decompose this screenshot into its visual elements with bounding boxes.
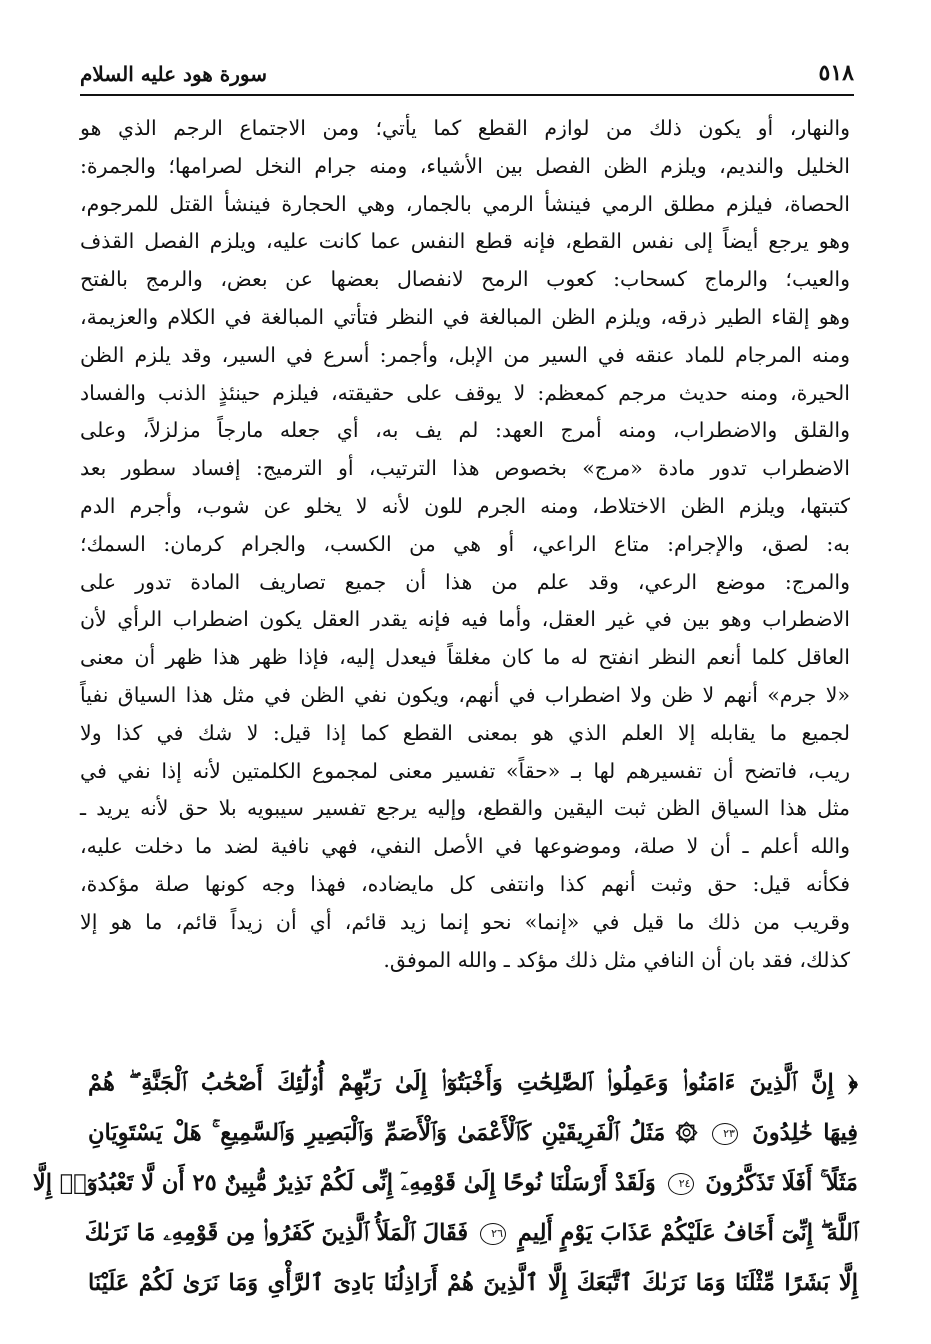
commentary-line: فكأنه قيل: حق وثبت أنهم كذا وانتفى كل مايضاده، فهذا وجه كونها صلة مؤكدة،	[80, 871, 850, 896]
verse-text: ﴿ إِنَّ ٱلَّذِينَ ءَامَنُوا۟ وَعَمِلُوا۟ ٱلصَّٰلِحَٰتِ وَأَخْبَتُوٓا۟ إِلَىٰ رَبِّهِمْ أُو۟لَٰٓئِكَ أَصْحَٰبُ ٱلْجَنَّةِ ۖ هُمْ	[88, 1070, 858, 1096]
commentary-line: الحصاة، فيلزم مطلق الرمي فينشأ الرمي بالجمار، وهي الحجارة فينشأ القتل للمرجوم،	[80, 191, 850, 216]
quran-line	[88, 1108, 858, 1158]
commentary-line: والنهار، أو يكون ذلك من لوازم القطع كما يأتي؛ ومن الاجتماع الرجم الذي هو	[80, 116, 850, 140]
ayah-number-marker: ٢٣	[712, 1123, 738, 1145]
commentary-line: ومنه المرجام للماد عنقه في السير من الإبل، وأجمر: أسرع في السير، وقد يلزم الظن	[80, 342, 850, 367]
surah-title: سورة هود عليه السلام	[80, 62, 268, 86]
commentary-line: والمرج: موضع الرعي، وقد علم من هذا أن جميع تصاريف المادة تدور على	[80, 569, 850, 594]
quran-verses	[32, 1058, 858, 1308]
verse-text: ٱللَّهَ ۖ إِنِّىٓ أَخَافُ عَلَيْكُمْ عَذَابَ يَوْمٍ أَلِيمٍ	[517, 1220, 858, 1246]
commentary-line: الاضطراب وهو بين في غير العقل، وأما فيه فإنه يقدر العقل يكون اضطراب الرأي لأن	[80, 607, 850, 632]
ayah-number-marker: ٢٦	[480, 1223, 506, 1245]
verse-text: ۞ مَثَلُ ٱلْفَرِيقَيْنِ كَٱلْأَعْمَىٰ وَٱلْأَصَمِّ وَٱلْبَصِيرِ وَٱلسَّمِيعِ ۚ هَلْ يَسْتَوِيَانِ	[88, 1120, 698, 1146]
ayah-number-marker: ٢٤	[668, 1173, 694, 1195]
commentary-line: وهو يرجع أيضاً إلى نفس القطع، فإنه قطع النفس عما كانت عليه، ويلزم الفصل القذف	[80, 229, 850, 254]
commentary-line: كتبتها، ويلزم الظن الاختلاط، ومنه الجرم للون لأنه لا يخلو عن شوب، وأجرم الدم	[80, 493, 850, 518]
commentary-line: لجميع ما يقابله إلا العلم الذي هو بمعنى القطع كما إذا قيل: لا شك في كذا ولا	[80, 720, 850, 745]
verse-text: مَثَلًا ۚ أَفَلَا تَذَكَّرُونَ	[705, 1170, 858, 1196]
verse-text: فَقَالَ ٱلْمَلَأُ ٱلَّذِينَ كَفَرُوا۟ مِن قَوْمِهِۦ مَا نَرَىٰكَ	[84, 1220, 469, 1246]
quran-line	[32, 1158, 858, 1208]
commentary-line: الحيرة، ومنه حديث مرجم كمعظم: لا يوقف على حقيقته، فيلزم حينئذٍ الذنب والفساد	[80, 380, 850, 405]
commentary-line: كذلك، فقد بان أن النافي مثل ذلك مؤكد ـ والله الموفق.	[383, 947, 850, 972]
verse-text: وَلَقَدْ أَرْسَلْنَا نُوحًا إِلَىٰ قَوْمِهِۦٓ إِنِّى لَكُمْ نَذِيرٌ مُّبِينٌ ٢٥ أَن لَّا تَعْبُدُوٓا۟ إِلَّا	[32, 1170, 656, 1196]
commentary-text	[80, 110, 850, 979]
quran-line	[88, 1258, 858, 1308]
commentary-line: العاقل كلما أنعم النظر انفتح له ما كان مغلقاً فيعدل إليه، فإذا ظهر هذا ظهر أن معنى	[80, 645, 850, 670]
quran-line	[84, 1208, 858, 1258]
page-number: ٥١٨	[818, 60, 854, 86]
verse-text: فِيهَا خَٰلِدُونَ	[752, 1120, 858, 1146]
commentary-line: الخليل والنديم، ويلزم الظن الفصل بين الأشياء، ومنه جرام النخل لصرامها؛ والجمرة:	[80, 153, 850, 178]
quran-line	[88, 1058, 858, 1108]
header-divider	[80, 94, 854, 96]
commentary-line: والله أعلم ـ أن لا صلة، وموضوعها في الأصل النفي، فهي نافية لضد ما دخلت عليه،	[80, 834, 850, 859]
verse-text: إِلَّا بَشَرًا مِّثْلَنَا وَمَا نَرَىٰكَ ٱتَّبَعَكَ إِلَّا ٱلَّذِينَ هُمْ أَرَاذِلُنَا بَادِىَ ٱلرَّأْىِ وَمَا نَرَىٰ لَكُمْ عَلَيْنَا	[88, 1270, 858, 1296]
commentary-line: والقلق والاضطراب، ومنه أمرج العهد: لم يف به، أي جعله مارجاً مزلزلاً، وعلى	[80, 418, 850, 443]
commentary-line: وهو إلقاء الطير ذرقه، ويلزم الظن المبالغة في النظر فتأتي المبالغة في الكلام والعزيمة،	[80, 304, 850, 329]
commentary-line: والعيب؛ والرماج كسحاب: كعوب الرمح لانفصال بعضها عن بعض، والرمج بالفتح	[80, 267, 850, 292]
commentary-line: وقريب من ذلك ما قيل في «إنما» نحو إنما زيد قائم، أي أن زيداً قائم، ما هو إلا	[80, 909, 850, 934]
commentary-line: به: لصق، والإجرام: متاع الراعي، أو هي من الكسب، والجرام كرمان: السمك؛	[80, 531, 850, 556]
page-header	[80, 58, 854, 92]
commentary-line: مثل هذا السياق الظن ثبت اليقين والقطع، وإليه يرجع تفسير سيبويه بلا حق لأنه يريد ـ	[80, 796, 850, 821]
commentary-line: «لا جرم» أنهم لا ظن ولا اضطراب في أنهم، ويكون نفي الظن في مثل هذا السياق نفياً	[80, 682, 850, 707]
commentary-line: ريب، فاتضح أن تفسيرهم لها بـ «حقاً» تفسير معنى لمجموع الكلمتين لأنه إذا نفي في	[80, 758, 850, 783]
commentary-line: الاضطراب تدور مادة «مرج» بخصوص هذا الترتيب، أو الترميج: إفساد سطور بعد	[80, 456, 850, 481]
